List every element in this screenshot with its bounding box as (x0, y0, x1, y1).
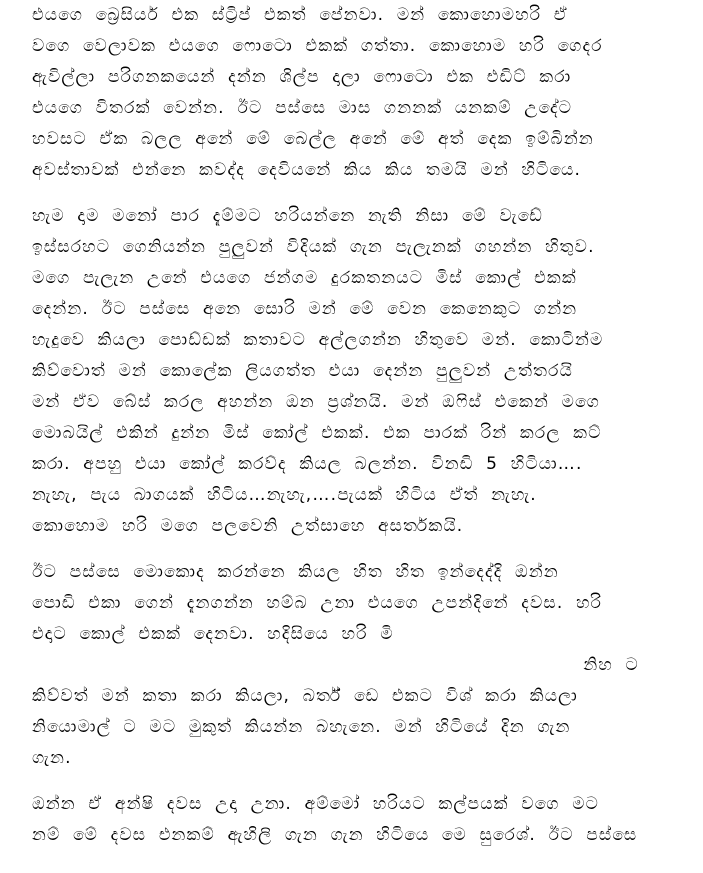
paragraph-4 (32, 789, 687, 851)
text-line-right-aligned: නිහ ට (583, 655, 639, 675)
text-line: අවස්තාවක් එන්නෙ කවද්ද දෙවියනේ කිය කිය තමයි මන් හිටියෙ. (32, 160, 582, 180)
text-line: ඔන්න ඒ අන්ෂි දවස උදා උනා. අම්මෝ හරියට කල්පයක් වගෙ මට (32, 794, 600, 814)
text-line: මොබයිල් එකින් දුන්න මිස් කෝල් එකක්. එක පාරක් රින් කරල කට් (32, 423, 602, 443)
text-line: නැහැ, පැය බාගයක් හිටිය…නැහැ,….පැයක් හිටිය ඒත් නැහැ. (32, 485, 537, 505)
text-line: කොහොම හරි මගෙ පලවෙනි උත්සාහෙ අසර්තකයි. (32, 516, 464, 536)
text-line: කරා. අපහු එයා කෝල් කරව්ද කියල බලන්න. විනඩි 5 හිටියා…. (32, 454, 583, 474)
text-line: හැදුවෙ කියලා පොඩ්ඩක් කතාවට අල්ලගන්න හිතුවෙ මන්. කොටින්ම (32, 330, 604, 350)
paragraph-gap (32, 186, 687, 201)
text-line: කිව්වොත් මන් කොලේක ලියගත්ත එයා දෙන්න පුලුවන් උත්තරයි (32, 361, 573, 381)
text-line: නම් මේ දවස එනකම් ඇහිලි ගැන ගැන හිටියෙ මෙ සුරෙශ්. ඊට පස්සෙ (32, 825, 638, 845)
paragraph-2 (32, 201, 687, 542)
text-line: මන් ඒව බේස් කරල අහන්න ඔන ප්‍රශ්නයි. මන් ඔෆිස් එකෙන් මගෙ (32, 392, 600, 412)
text-line: එදාට කොල් එකක් දෙනවා. හදිසියෙ හරි මි (32, 624, 394, 644)
text-line: කිව්වත් මන් කතා කරා කියලා, බර්ත් ඩෙ එකට විශ් කරා කියලා (32, 686, 578, 706)
paragraph-gap (32, 542, 687, 557)
text-line: හැම දාම මනෝ පාර දැම්මට හරියන්නෙ නැති නිසා මේ වැඩේ (32, 206, 544, 226)
text-line: එයගෙ විතරක් වෙන්න. ඊට පස්සෙ මාස ගනනක් යනකම් උදේට (32, 98, 573, 118)
text-line: නියොමාල් ට මට මුකුත් කියන්න බහැනෙ. මන් හිටියේ දින ගැන (32, 717, 571, 737)
text-line: මගෙ පැලැන උනේ එයගෙ ජන්ගම දුරකතනයට මිස් කොල් එකක් (32, 268, 577, 288)
text-line: වගෙ වෙලාවක එයගෙ ෆොටො එකක් ගත්තා. කොහොම හරි ගෙදර (32, 36, 603, 56)
text-line: පොඩි එකා ගෙන් දැනගන්න හම්බ උනා එයගෙ උපන්දිනේ දවස. හරි (32, 593, 603, 613)
text-line: එයගෙ බ්‍රෙසියර් එක ස්ට්‍රිප් එකත් පේනවා. මන් කොහොමහරි ඒ (32, 5, 568, 25)
text-line: හවසට ඒක බලල අනේ මේ බෙල්ල අනේ මේ අත් දෙක ඉම්බින්න (32, 129, 594, 149)
text-line: ඊට පස්සෙ මොකොද කරන්නෙ කියල හිත හිත ඉන්දෙද්දි ඔන්න (32, 562, 559, 582)
text-line: දෙන්න. ඊට පස්සෙ අනෙ සොරි මන් මේ වෙන කෙනෙකුට ගන්න (32, 299, 578, 319)
paragraph-gap (32, 774, 687, 789)
text-line: ගැන. (32, 748, 72, 768)
text-line: ඇවිල්ලා පරිගනකයෙන් දන්න ශිල්ප දාලා ෆොටො එක එඩිට් කරා (32, 67, 572, 87)
text-line: ඉස්සරහට ගෙනියන්න පුලුවන් විදියක් ගැන පැලැනක් ගහන්න හිතුව. (32, 237, 595, 257)
paragraph-3 (32, 557, 687, 774)
paragraph-1 (32, 0, 687, 186)
